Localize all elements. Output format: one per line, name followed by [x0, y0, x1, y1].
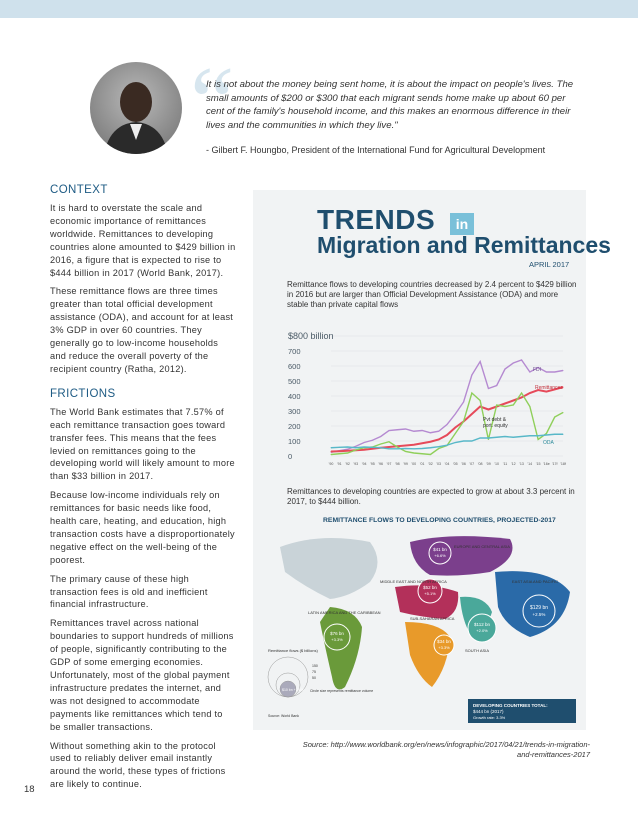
data-point: [546, 372, 547, 373]
x-tick-label: '03: [436, 462, 442, 466]
x-tick-label: '18f: [560, 462, 566, 466]
x-tick-label: '12: [510, 462, 516, 466]
data-point: [455, 442, 456, 443]
data-point: [380, 447, 381, 448]
data-point: [389, 441, 390, 442]
data-point: [455, 433, 456, 434]
x-tick-label: '98: [394, 462, 400, 466]
y-tick-label: $800 billion: [288, 331, 334, 341]
data-point: [430, 447, 431, 448]
x-tick-label: '93: [353, 462, 359, 466]
data-point: [347, 450, 348, 451]
infographic-date: APRIL 2017: [529, 260, 570, 269]
x-tick-label: '09: [486, 462, 491, 466]
infographic-title-trends: TRENDS: [317, 204, 436, 235]
svg-text:50: 50: [312, 676, 316, 680]
data-point: [563, 412, 564, 413]
data-point: [513, 405, 514, 406]
data-point: [480, 361, 481, 362]
svg-text:$129 bn: $129 bn: [529, 605, 549, 611]
data-point: [380, 444, 381, 445]
data-point: [471, 414, 472, 415]
data-point: [463, 441, 464, 442]
remittance-line-chart: [283, 326, 573, 476]
data-point: [364, 447, 365, 448]
data-point: [389, 430, 390, 431]
x-tick-label: '07: [469, 462, 475, 466]
data-point: [372, 448, 373, 449]
infographic-title-main: Migration and Remittances: [317, 232, 611, 258]
map-north-america: [280, 538, 378, 599]
svg-text:$10 bn +3.6%: $10 bn +3.6%: [282, 688, 304, 692]
x-tick-label: '95: [370, 462, 375, 466]
frictions-paragraph-2: Because low-income individuals rely on remittances for basic needs like food, health care, heating, and education, high transaction costs have a disproportionately negative effect on the well-being of the poorest.: [50, 490, 235, 565]
x-tick-label: '91: [336, 462, 342, 466]
svg-text:+3.3%: +3.3%: [438, 645, 450, 650]
data-point: [505, 369, 506, 370]
data-point: [422, 448, 423, 449]
data-point: [563, 434, 564, 435]
top-bar: [0, 0, 638, 18]
quote-attribution: - Gilbert F. Houngbo, President of the International Fund for Agricultural Development: [206, 145, 546, 155]
svg-text:$41 bn: $41 bn: [433, 547, 447, 552]
data-point: [521, 436, 522, 437]
data-point: [463, 421, 464, 422]
y-tick-label: 100: [288, 437, 301, 446]
data-point: [347, 447, 348, 448]
frictions-heading: FRICTIONS: [50, 387, 116, 400]
data-point: [422, 430, 423, 431]
svg-text:EAST ASIA AND PACIFIC: EAST ASIA AND PACIFIC: [512, 579, 559, 584]
data-point: [405, 448, 406, 449]
x-tick-label: '17f: [551, 462, 558, 466]
data-point: [463, 402, 464, 403]
data-point: [438, 448, 439, 449]
portrait-photo: [90, 62, 182, 154]
data-point: [405, 445, 406, 446]
data-point: [339, 451, 340, 452]
y-tick-label: 300: [288, 407, 301, 416]
svg-text:+2.5%: +2.5%: [532, 612, 546, 617]
svg-text:+6.6%: +6.6%: [434, 553, 446, 558]
x-tick-label: '16e: [543, 462, 550, 466]
y-tick-label: 200: [288, 422, 301, 431]
svg-text:MIDDLE EAST AND NORTH AFRICA: MIDDLE EAST AND NORTH AFRICA: [380, 579, 447, 584]
data-point: [529, 435, 530, 436]
data-point: [405, 429, 406, 430]
svg-text:150: 150: [312, 664, 318, 668]
x-tick-label: '06: [461, 462, 466, 466]
x-tick-label: '13: [519, 462, 524, 466]
data-point: [554, 434, 555, 435]
svg-text:LATIN AMERICA AND THE CARIBBEA: LATIN AMERICA AND THE CARIBBEAN: [308, 610, 381, 615]
data-point: [397, 448, 398, 449]
svg-text:Remittance flows ($ billions): Remittance flows ($ billions): [268, 648, 318, 653]
data-point: [413, 444, 414, 445]
data-point: [438, 446, 439, 447]
data-point: [438, 439, 439, 440]
svg-text:EUROPE AND CENTRAL ASIA: EUROPE AND CENTRAL ASIA: [454, 544, 510, 549]
infographic-title-in: in: [450, 213, 474, 235]
data-point: [488, 439, 489, 440]
data-point: [447, 424, 448, 425]
x-tick-label: '99: [403, 462, 408, 466]
x-tick-label: '94: [361, 462, 367, 466]
data-point: [339, 447, 340, 448]
data-point: [438, 431, 439, 432]
data-point: [447, 435, 448, 436]
svg-text:$444 bn (2017): $444 bn (2017): [473, 709, 504, 714]
data-point: [364, 449, 365, 450]
context-paragraph-2: These remittance flows are three times greater than total official development assistance (ODA), and account for at least 3% GDP in over 60 countries. They generally go to low-income households and reduce the overall poverty of the recipient country (Ratha, 2012).: [50, 286, 234, 374]
data-point: [480, 406, 481, 407]
svg-text:+5.1%: +5.1%: [424, 591, 436, 596]
x-tick-label: '15: [535, 462, 541, 466]
world-map: [260, 527, 586, 727]
data-point: [563, 370, 564, 371]
data-point: [430, 454, 431, 455]
data-point: [430, 432, 431, 433]
x-tick-label: '04: [444, 462, 450, 466]
quote-text: It is not about the money being sent home, it is about the impact on people's lives. The small amounts of $200 or $300 that each migrant sends home make up about 60 per cent of the family's household income, and this makes an enormous difference in their lives and the communities in which they live.": [206, 79, 574, 131]
data-point: [529, 372, 530, 373]
x-tick-label: '08: [477, 462, 483, 466]
data-point: [538, 439, 539, 440]
data-point: [355, 450, 356, 451]
data-point: [529, 406, 530, 407]
data-point: [488, 388, 489, 389]
svg-text:Source: World Bank: Source: World Bank: [268, 714, 300, 718]
data-point: [471, 375, 472, 376]
frictions-paragraph-1: The World Bank estimates that 7.57% of each remittance transaction goes toward transfer fees. This means that the fees levied on remittances going to the developing world will likely amount to more than $33 billion in 2017.: [50, 406, 235, 482]
svg-text:SOUTH ASIA: SOUTH ASIA: [465, 648, 490, 653]
data-point: [397, 447, 398, 448]
svg-text:SUB-SAHARAN AFRICA: SUB-SAHARAN AFRICA: [410, 616, 455, 621]
data-point: [372, 440, 373, 441]
data-point: [413, 448, 414, 449]
data-point: [447, 445, 448, 446]
x-tick-label: '01: [419, 462, 425, 466]
data-point: [488, 438, 489, 439]
frictions-paragraph-4: Remittances travel across national boundaries to support hundreds of millions of people, significantly contributing to the GDP of some emerging economies. Unfortunately, most of the global payment infrastructure predates the internet, and was not designed to accommodate payments like remittances which tend to be smaller transactions.: [50, 618, 234, 732]
data-point: [505, 403, 506, 404]
map-title: REMITTANCE FLOWS TO DEVELOPING COUNTRIES, PROJECTED-2017: [323, 517, 556, 524]
svg-text:75: 75: [312, 670, 316, 674]
data-point: [364, 442, 365, 443]
data-point: [505, 406, 506, 407]
data-point: [455, 414, 456, 415]
series-label: ODA: [543, 440, 554, 446]
y-tick-label: 500: [288, 377, 301, 386]
data-point: [355, 447, 356, 448]
data-point: [413, 431, 414, 432]
data-point: [405, 451, 406, 452]
source-citation: Source: http://www.worldbank.org/en/news/infographic/2017/04/21/trends-in-migration-and-remittances-2017: [302, 740, 590, 759]
svg-text:DEVELOPING COUNTRIES TOTAL:: DEVELOPING COUNTRIES TOTAL:: [473, 703, 548, 708]
data-point: [546, 433, 547, 434]
map-europe-central-asia: [410, 536, 513, 575]
data-point: [455, 427, 456, 428]
svg-text:Circle size represents remitta: Circle size represents remittance volume: [310, 689, 374, 693]
data-point: [422, 443, 423, 444]
data-point: [521, 393, 522, 394]
y-tick-label: 400: [288, 392, 301, 401]
series-label: port. equity: [483, 423, 508, 429]
frictions-paragraph-5: Without something akin to the protocol used to reliably deliver email instantly around the world, these types of frictions are likely to continue.: [50, 740, 226, 790]
x-tick-label: '00: [411, 462, 417, 466]
y-tick-label: 0: [288, 452, 293, 461]
data-point: [546, 435, 547, 436]
x-tick-label: '05: [452, 462, 458, 466]
infographic-subtitle-1: Remittance flows to developing countries decreased by 2.4 percent to $429 billion in 2016 but are larger than Official Development Assistance (ODA) and more stable than private capital flows: [287, 280, 577, 309]
data-point: [488, 409, 489, 410]
context-heading: CONTEXT: [50, 184, 108, 196]
data-point: [496, 437, 497, 438]
data-point: [554, 417, 555, 418]
data-point: [471, 393, 472, 394]
data-point: [389, 448, 390, 449]
x-tick-label: '96: [378, 462, 384, 466]
svg-text:$76 bn: $76 bn: [330, 631, 344, 636]
data-point: [397, 429, 398, 430]
svg-text:+2.0%: +2.0%: [476, 628, 488, 633]
data-point: [413, 453, 414, 454]
x-tick-label: '02: [428, 462, 433, 466]
data-point: [331, 451, 332, 452]
data-point: [538, 435, 539, 436]
quote-mark-icon: “: [190, 46, 235, 157]
data-point: [521, 360, 522, 361]
series-label: Remittances: [535, 385, 563, 391]
data-point: [339, 453, 340, 454]
x-tick-label: '11: [502, 462, 508, 466]
x-tick-label: '97: [386, 462, 392, 466]
data-point: [496, 405, 497, 406]
left-column: [50, 184, 236, 797]
data-point: [554, 372, 555, 373]
y-tick-label: 600: [288, 362, 301, 371]
series-label: Pvt debt &: [483, 417, 507, 423]
x-tick-label: '14: [527, 462, 533, 466]
data-point: [513, 437, 514, 438]
data-point: [496, 385, 497, 386]
svg-text:$112 bn: $112 bn: [474, 622, 490, 627]
svg-text:Growth rate: 3.3%: Growth rate: 3.3%: [473, 715, 506, 720]
data-point: [331, 447, 332, 448]
data-point: [480, 438, 481, 439]
svg-text:+3.3%: +3.3%: [331, 637, 343, 642]
data-point: [380, 436, 381, 437]
infographic-subtitle-2: Remittances to developing countries are expected to grow at about 3.3 percent in 2017, to $444 billion.: [287, 487, 575, 506]
series-label: FDI: [533, 367, 542, 373]
data-point: [347, 453, 348, 454]
data-point: [480, 400, 481, 401]
page-number: 18: [24, 784, 35, 795]
data-point: [513, 400, 514, 401]
data-point: [430, 441, 431, 442]
data-point: [331, 454, 332, 455]
data-point: [546, 391, 547, 392]
svg-text:$34 bn: $34 bn: [437, 639, 451, 644]
x-tick-label: '10: [494, 462, 500, 466]
data-point: [505, 436, 506, 437]
x-tick-label: '92: [345, 462, 350, 466]
svg-text:$52 bn: $52 bn: [423, 585, 437, 590]
data-point: [422, 453, 423, 454]
y-tick-label: 700: [288, 347, 301, 356]
data-point: [471, 441, 472, 442]
data-point: [521, 397, 522, 398]
context-paragraph-1: It is hard to overstate the scale and economic importance of remittances worldwide. Remittances to developing countries alone amounted to $429 billion in 2016, a figure that is expected to rise to $444 billion in 2017 (World Bank, 2017).: [50, 203, 236, 278]
x-tick-label: '90: [328, 462, 334, 466]
data-point: [372, 447, 373, 448]
data-point: [355, 446, 356, 447]
series-line-0: [331, 360, 563, 452]
data-point: [513, 363, 514, 364]
data-point: [529, 393, 530, 394]
data-point: [389, 447, 390, 448]
data-point: [347, 449, 348, 450]
frictions-paragraph-3: The primary cause of these high transaction fees is old and inefficient financial infrastructure.: [50, 573, 208, 610]
